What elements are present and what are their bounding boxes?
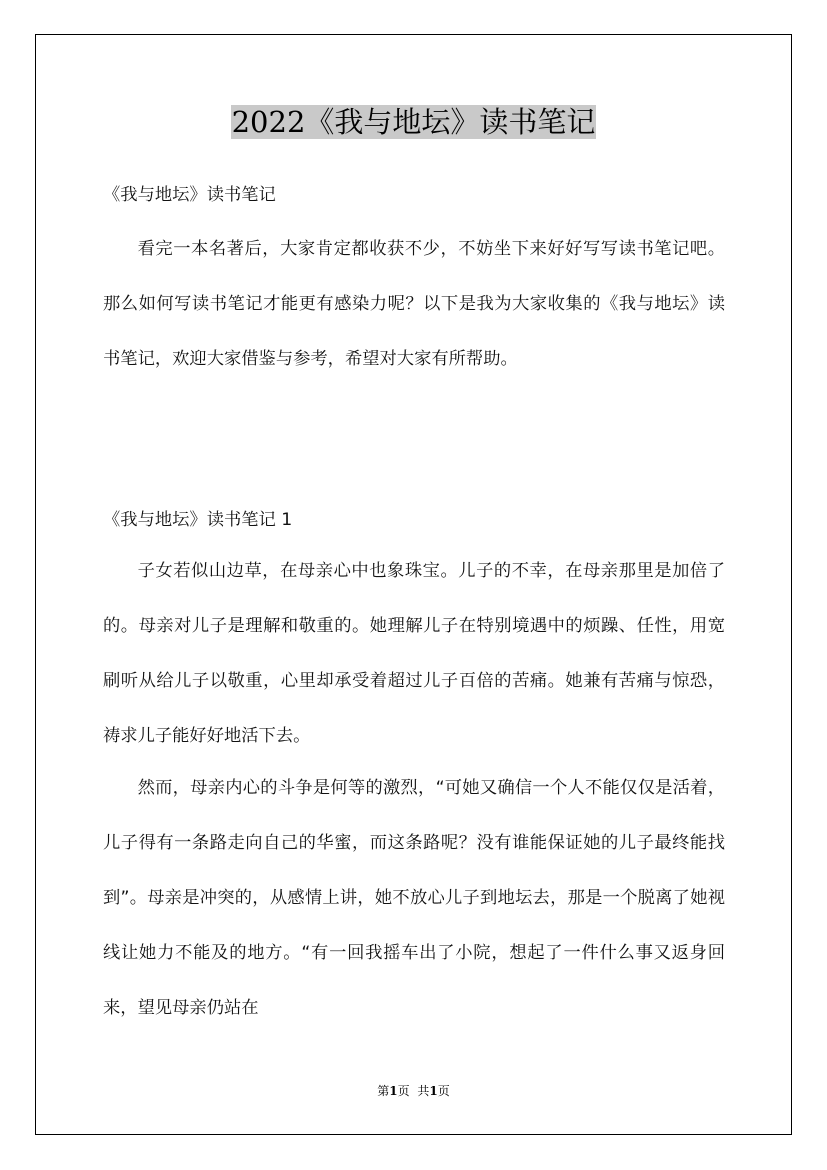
page-footer xyxy=(0,1082,827,1099)
page-label-prefix: 第 xyxy=(377,1084,390,1098)
section-1-paragraph-1: 子女若似山边草，在母亲心中也象珠宝。儿子的不幸，在母亲那里是加倍了的。母亲对儿子是理解和敬重的。她理解儿子在特别境遇中的烦躁、任性，用宽刷听从给儿子以敬重，心里却承受着超过儿子百倍的苦痛。她兼有苦痛与惊恐，祷求儿子能好好地活下去。 xyxy=(103,561,725,746)
total-label-suffix: 页 xyxy=(437,1084,450,1098)
section-heading-1: 《我与地坛》读书笔记 1 xyxy=(103,510,293,530)
document-title-text: 2022《我与地坛》读书笔记 xyxy=(231,105,596,139)
section-1-paragraph-2: 然而，母亲内心的斗争是何等的激烈，“可她又确信一个人不能仅仅是活着，儿子得有一条路走向自己的华蜜，而这条路呢？没有谁能保证她的儿子最终能找到”。母亲是冲突的，从感情上讲，她不放心儿子到地坛去，那是一个脱离了她视线让她力不能及的地方。“有一回我摇车出了小院，想起了一件什么事又返身回来，望见母亲仍站在 xyxy=(103,778,725,1018)
document-subtitle: 《我与地坛》读书笔记 xyxy=(103,185,276,205)
intro-paragraph: 看完一本名著后，大家肯定都收获不少，不妨坐下来好好写写读书笔记吧。那么如何写读书笔记才能更有感染力呢？以下是我为大家收集的《我与地坛》读书笔记，欢迎大家借鉴与参考，希望对大家有所帮助。 xyxy=(103,239,725,369)
document-title xyxy=(0,98,827,146)
total-label-prefix: 共 xyxy=(417,1084,430,1098)
total-pages: 1 xyxy=(429,1084,438,1098)
page-number: 1 xyxy=(389,1084,398,1098)
page-label-suffix: 页 xyxy=(397,1084,410,1098)
